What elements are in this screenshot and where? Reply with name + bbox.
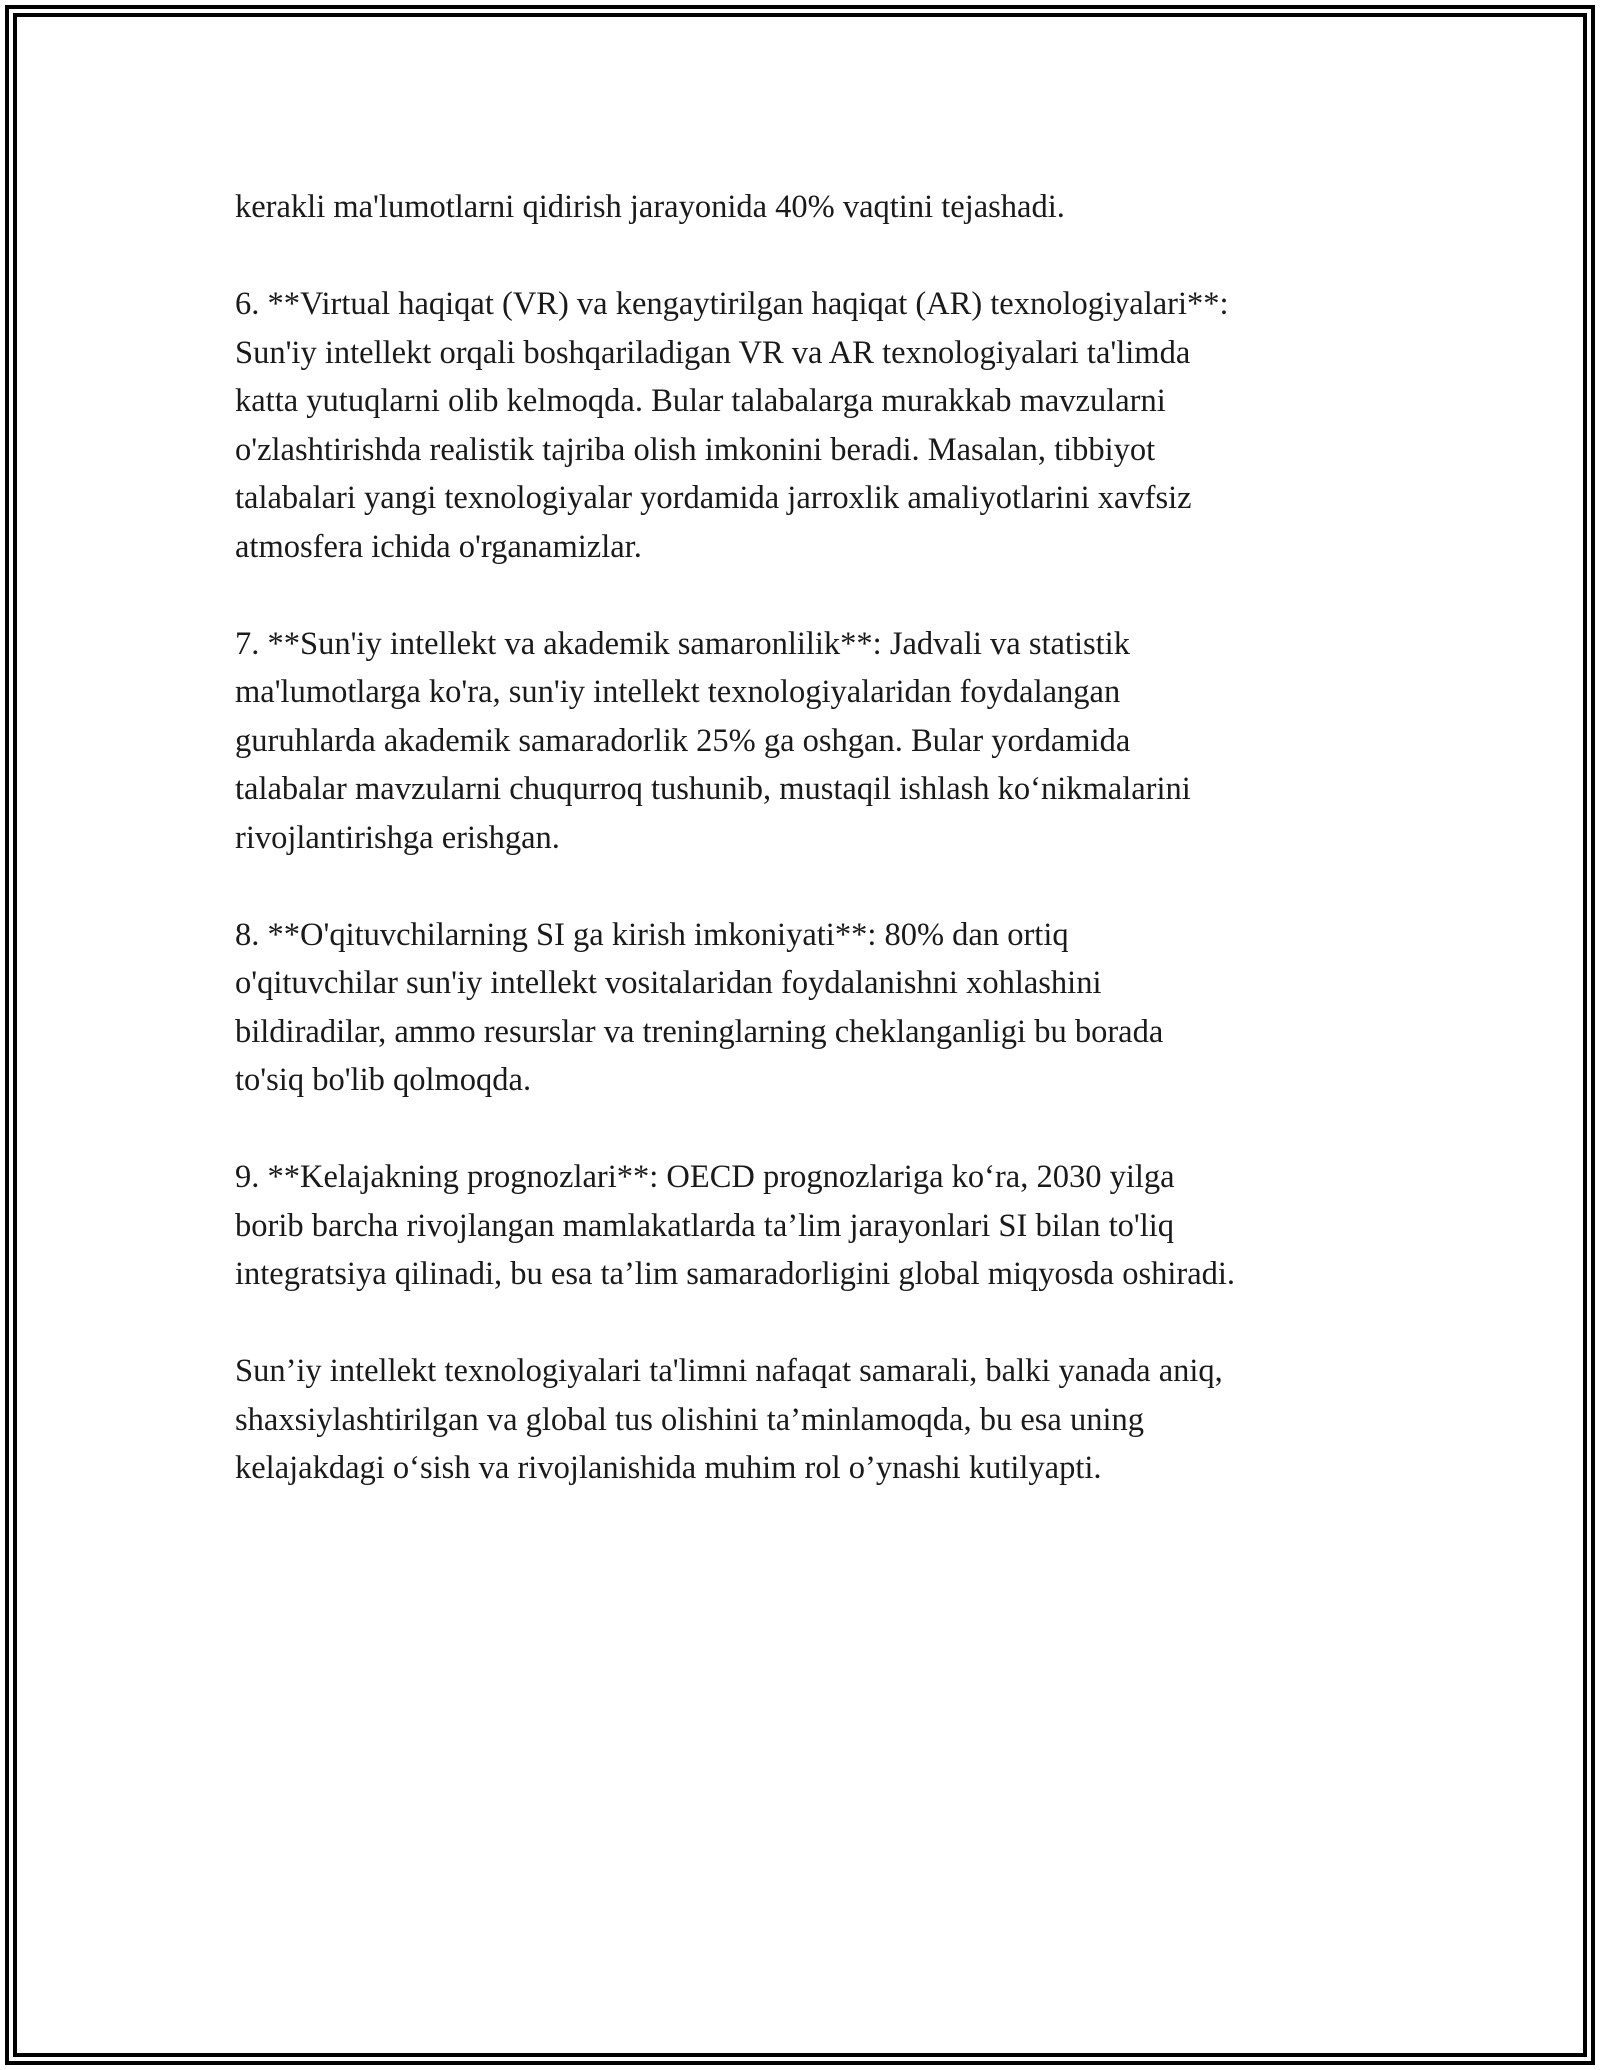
paragraph-item-8-teachers — [235, 911, 1375, 1105]
text-line: o'zlashtirishda realistik tajriba olish imkonini beradi. Masalan, tibbiyot — [235, 431, 1156, 468]
text-line: rivojlantirishga erishgan. — [235, 819, 560, 856]
paragraph-intro-continuation — [235, 183, 1375, 232]
paragraph-item-6-vr-ar — [235, 280, 1375, 571]
text-line: integratsiya qilinadi, bu esa ta’lim samaradorligini global miqyosda oshiradi. — [235, 1256, 1236, 1292]
text-line: atmosfera ichida o'rganamizlar. — [235, 528, 642, 565]
text-line: borib barcha rivojlangan mamlakatlarda ta’lim jarayonlari SI bilan to'liq — [235, 1207, 1175, 1244]
paragraph-item-9-forecasts — [235, 1153, 1375, 1299]
text-line: katta yutuqlarni olib kelmoqda. Bular talabalarga murakkab mavzularni — [235, 383, 1166, 419]
text-line: bildiradilar, ammo resurslar va treninglarning cheklanganligi bu borada — [235, 1013, 1164, 1050]
paragraph-conclusion — [235, 1347, 1375, 1493]
text-line: talabalar mavzularni chuqurroq tushunib, mustaqil ishlash koʻnikmalarini — [235, 771, 1191, 807]
text-line: kerakli ma'lumotlarni qidirish jarayonida 40% vaqtini tejashadi. — [235, 189, 1065, 225]
document-body — [235, 183, 1375, 1493]
text-line: o'qituvchilar sun'iy intellekt vositalaridan foydalanishni xohlashini — [235, 965, 1102, 1001]
text-line: to'siq bo'lib qolmoqda. — [235, 1062, 532, 1098]
text-line: ma'lumotlarga ko'ra, sun'iy intellekt texnologiyalaridan foydalangan — [235, 674, 1121, 710]
text-line: shaxsiylashtirilgan va global tus olishini ta’minlamoqda, bu esa uning — [235, 1401, 1144, 1438]
text-line: Sun'iy intellekt orqali boshqariladigan VR va AR texnologiyalari ta'limda — [235, 334, 1191, 371]
text-line: 9. **Kelajakning prognozlari**: OECD prognozlariga koʻra, 2030 yilga — [235, 1159, 1175, 1195]
text-line: Sun’iy intellekt texnologiyalari ta'limni nafaqat samarali, balki yanada aniq, — [235, 1353, 1223, 1389]
text-line: 8. **O'qituvchilarning SI ga kirish imkoniyati**: 80% dan ortiq — [235, 916, 1069, 953]
text-line: 7. **Sun'iy intellekt va akademik samaronlilik**: Jadvali va statistik — [235, 625, 1130, 662]
paragraph-item-7-academic — [235, 620, 1375, 863]
text-line: guruhlarda akademik samaradorlik 25% ga oshgan. Bular yordamida — [235, 722, 1131, 759]
text-line: 6. **Virtual haqiqat (VR) va kengaytirilgan haqiqat (AR) texnologiyalari**: — [235, 286, 1229, 322]
text-line: kelajakdagi oʻsish va rivojlanishida muhim rol o’ynashi kutilyapti. — [235, 1450, 1102, 1486]
text-line: talabalari yangi texnologiyalar yordamida jarroxlik amaliyotlarini xavfsiz — [235, 480, 1192, 516]
